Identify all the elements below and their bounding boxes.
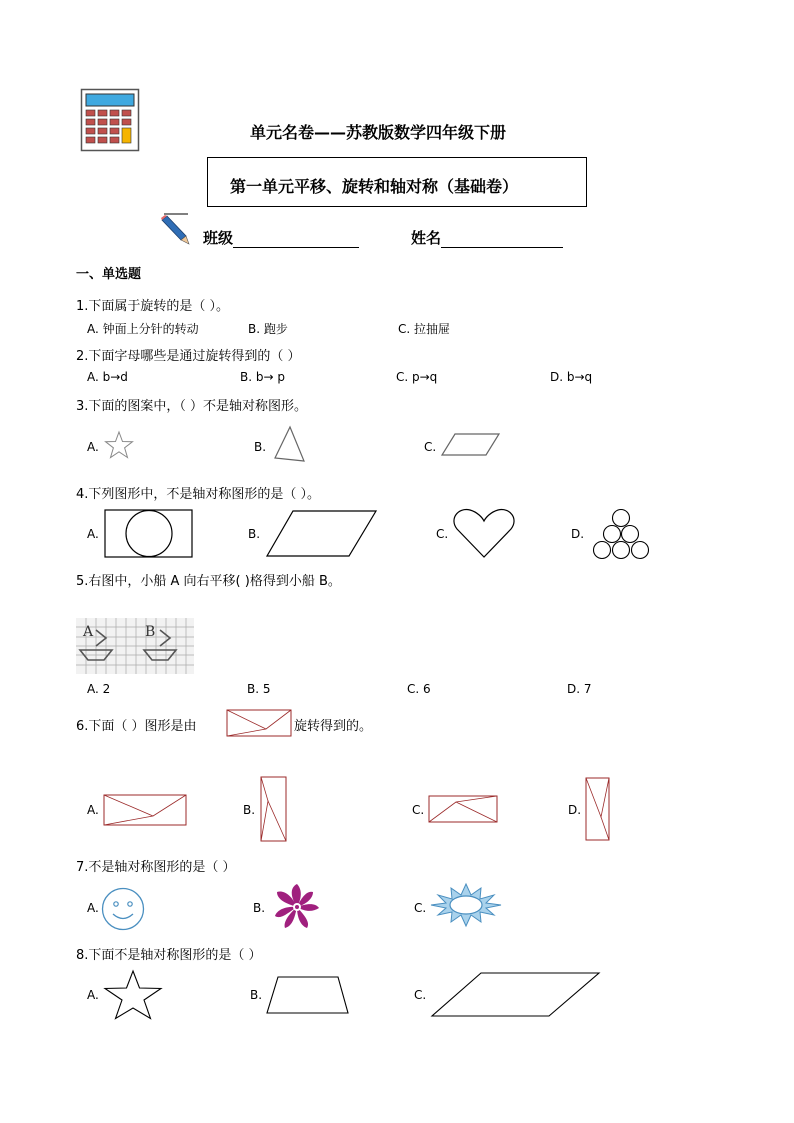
q3-option-a[interactable]: A. [87,440,99,454]
question-3-stem: 3.下面的图案中，（ ）不是轴对称图形。 [76,399,308,414]
q2-option-c[interactable]: C. p→q [396,370,438,384]
q8-option-b[interactable]: B. [250,988,263,1002]
star-outline-icon [104,431,134,459]
q4-option-c[interactable]: C. [436,527,449,541]
heart-shape [453,507,515,559]
q4-option-d[interactable]: D. [571,527,585,541]
q7-option-b[interactable]: B. [253,901,266,915]
smiley-face-icon [101,887,145,931]
question-6-stem-before: 6.下面（ ）图形是由 [76,719,197,734]
q8-option-c[interactable]: C. [414,988,427,1002]
q7-option-c[interactable]: C. [414,901,427,915]
parallelogram-wide-shape [431,972,601,1018]
q5-option-d[interactable]: D. 7 [567,682,592,696]
q4-option-a[interactable]: A. [87,527,99,541]
q6-rectangle-d [585,777,611,841]
parallelogram-large-shape [266,510,378,558]
flower-icon [271,882,323,932]
page-title: 单元名卷——苏教版数学四年级下册 [250,123,507,142]
question-5-stem: 5.右图中，小船 A 向右平移( )格得到小船 B。 [76,574,341,589]
name-label: 姓名 [411,229,442,247]
triangle-shape [272,425,306,463]
question-8-stem: 8.下面不是轴对称图形的是（ ） [76,948,262,963]
pencil-icon [158,212,190,246]
reference-rectangle-figure [226,709,292,737]
rectangle-circle-shape [104,509,194,559]
q6-option-c[interactable]: C. [412,803,425,817]
boat-a-label: A [83,624,94,640]
subtitle-box [207,157,587,207]
q2-option-b[interactable]: B. b→ p [240,370,285,384]
question-4-stem: 4.下列图形中，不是轴对称图形的是（ ）。 [76,487,321,502]
question-6-stem-after: 旋转得到的。 [294,719,373,734]
class-field [203,227,359,248]
q8-option-a[interactable]: A. [87,988,99,1002]
trapezoid-shape [266,976,350,1014]
q6-rectangle-b [260,776,288,842]
q6-option-a[interactable]: A. [87,803,99,817]
sun-icon [430,883,502,927]
calculator-icon [81,89,139,151]
q5-option-b[interactable]: B. 5 [247,682,271,696]
class-label: 班级 [203,229,234,247]
q6-rectangle-c [428,795,498,823]
q1-option-a[interactable]: A. 钟面上分针的转动 [87,322,199,336]
q6-rectangle-a [103,794,187,826]
question-2-stem: 2.下面字母哪些是通过旋转得到的（ ） [76,349,301,364]
q1-option-c[interactable]: C. 拉抽屉 [398,322,451,336]
q5-option-c[interactable]: C. 6 [407,682,431,696]
q7-option-a[interactable]: A. [87,901,99,915]
circle-pyramid-shape [591,508,651,562]
q3-option-c[interactable]: C. [424,440,437,454]
parallelogram-shape [441,433,501,457]
q1-option-b[interactable]: B. 跑步 [248,322,288,336]
section-title: 一、单选题 [76,267,142,282]
page-subtitle: 第一单元平移、旋转和轴对称（基础卷） [230,177,519,196]
q3-option-b[interactable]: B. [254,440,267,454]
q2-option-d[interactable]: D. b→q [550,370,593,384]
q4-option-b[interactable]: B. [248,527,261,541]
question-1-stem: 1.下面属于旋转的是（ ）。 [76,299,230,314]
q6-option-d[interactable]: D. [568,803,582,817]
star-shape [104,970,162,1020]
q2-option-a[interactable]: A. b→d [87,370,128,384]
q5-option-a[interactable]: A. 2 [87,682,111,696]
boat-b-label: B [145,624,156,640]
class-input-line[interactable] [233,231,359,248]
name-field [411,227,563,248]
boat-grid-figure [76,618,194,674]
question-7-stem: 7.不是轴对称图形的是（ ） [76,860,236,875]
q6-option-b[interactable]: B. [243,803,256,817]
name-input-line[interactable] [441,231,563,248]
